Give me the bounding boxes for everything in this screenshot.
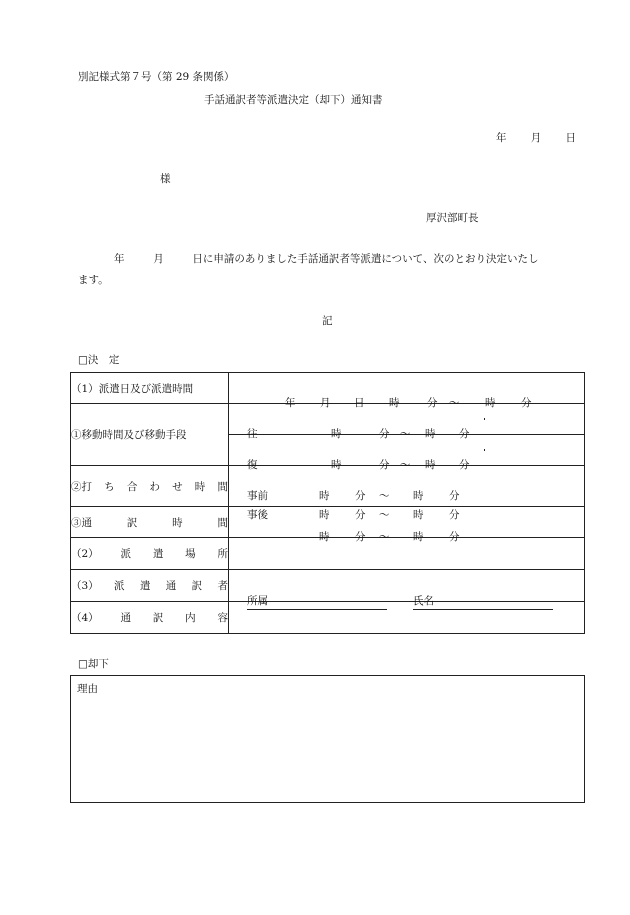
- issuer-name: 厚沢部町長: [426, 212, 479, 224]
- intro-text: 日に申請のありました手話通訳者等派遣について、次のとおり決定いたし: [192, 253, 539, 265]
- travel-back-cell[interactable]: 復 時 分 ～ 時 分: [229, 435, 585, 466]
- content-value-cell[interactable]: [229, 602, 585, 634]
- document-title: 手話通訳者等派遣決定（却下）通知書: [204, 94, 383, 106]
- travel-out-cell[interactable]: 往 時 分 ～ 時 分: [229, 404, 585, 435]
- date-line: [496, 133, 576, 144]
- addressee-suffix: 様: [160, 173, 171, 185]
- reason-label: 理由: [77, 683, 98, 695]
- interpret-time-cell[interactable]: 時 分 ～ 時 分: [229, 507, 585, 538]
- meeting-label: ②打 ち 合 わ せ 時 間: [71, 466, 229, 507]
- name-label: 氏名: [413, 594, 434, 607]
- month-label: 月: [530, 132, 542, 144]
- meeting-times-cell[interactable]: 事前 時 分 ～ 時 分 事後 時 分 ～ 時 分: [229, 466, 585, 507]
- travel-row-out: [71, 404, 585, 435]
- content-label: （4） 通 訳 内 容: [71, 602, 229, 634]
- form-number: 別記様式第７号（第 29 条関係）: [78, 71, 235, 83]
- interpreter-label: （3） 派 遣 通 訳 者: [71, 570, 229, 602]
- rejection-checkbox-label: □却下: [78, 658, 109, 670]
- meeting-row: [71, 466, 585, 507]
- intro-line-1: [114, 254, 538, 265]
- decision-checkbox-label: □決 定: [78, 354, 120, 366]
- interpret-time-row: [71, 507, 585, 538]
- reason-box[interactable]: [70, 675, 585, 803]
- place-row: [71, 538, 585, 570]
- year-label: 年: [496, 132, 507, 144]
- day-label: 日: [565, 132, 576, 144]
- dispatch-datetime-label: （1）派遣日及び派遣時間: [71, 373, 229, 404]
- intro-month: 月: [153, 253, 164, 265]
- place-value-cell[interactable]: [229, 538, 585, 570]
- affiliation-label: 所属: [247, 594, 268, 607]
- interpreter-value-cell[interactable]: [229, 570, 585, 607]
- intro-year: 年: [114, 253, 125, 265]
- dispatch-datetime-row: [71, 373, 585, 404]
- interpreter-row: [71, 570, 585, 602]
- intro-line-2: ます。: [78, 274, 109, 286]
- place-label: （2） 派 遣 場 所: [71, 538, 229, 570]
- decision-table: [70, 372, 585, 634]
- travel-label: ①移動時間及び移動手段: [71, 404, 229, 466]
- interpret-time-label: ③通 訳 時 間: [71, 507, 229, 538]
- dispatch-datetime-value[interactable]: 年 月 日 時 分 ～ 時 分: [229, 373, 585, 404]
- content-row: [71, 602, 585, 634]
- ki-heading: 記: [322, 315, 333, 327]
